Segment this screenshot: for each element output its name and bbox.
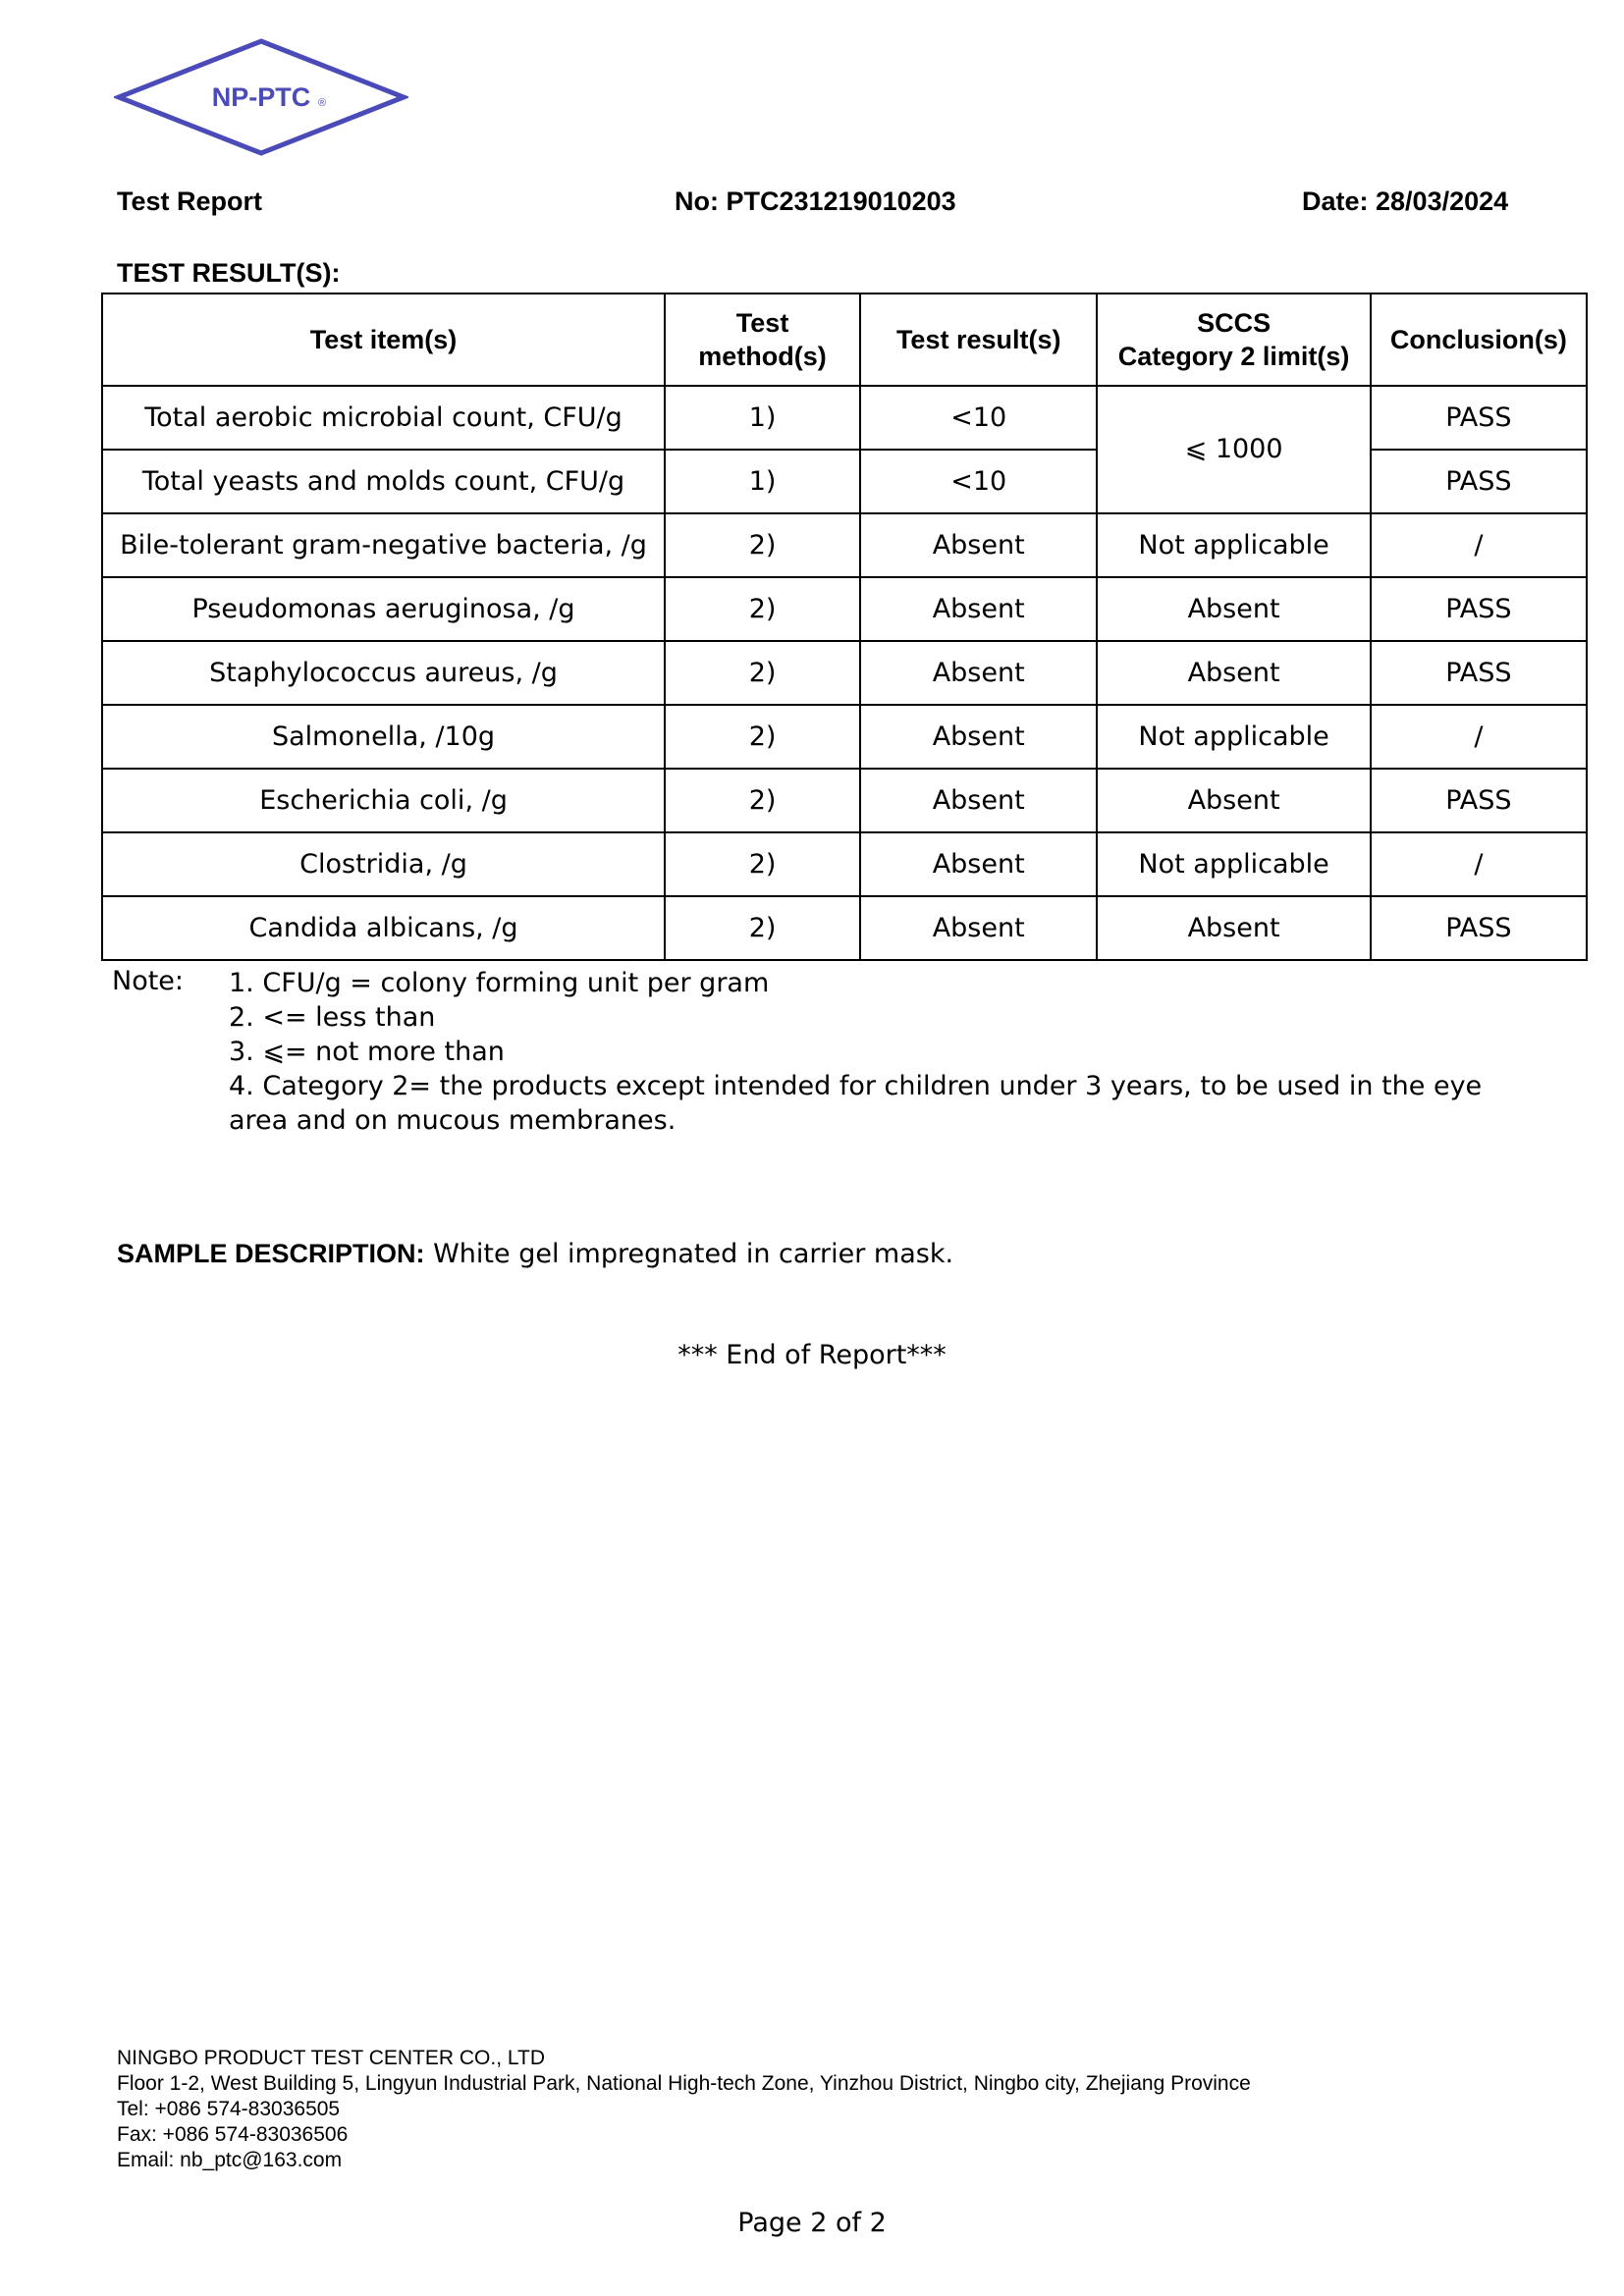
report-header [117, 187, 1511, 226]
limit-cell: ⩽ 1000 [1097, 386, 1370, 513]
test-result-cell: Absent [860, 641, 1097, 705]
table-row [102, 705, 1587, 769]
table-row [102, 832, 1587, 896]
section-title: TEST RESULT(S): [117, 258, 341, 288]
test-method-cell: 2) [665, 705, 860, 769]
table-header-row [102, 294, 1587, 386]
test-method-cell: 2) [665, 769, 860, 832]
sample-description-label: SAMPLE DESCRIPTION: [117, 1239, 425, 1268]
test-result-cell: Absent [860, 705, 1097, 769]
test-result-cell: Absent [860, 513, 1097, 577]
conclusion-cell: PASS [1371, 386, 1587, 450]
header-test-item: Test item(s) [102, 294, 665, 386]
limit-cell: Absent [1097, 896, 1370, 960]
note-item: 3. ⩽= not more than [229, 1037, 505, 1067]
footer-tel: Tel: +086 574-83036505 [117, 2098, 341, 2120]
logo-registered-mark: ® [318, 97, 327, 109]
conclusion-cell: / [1371, 832, 1587, 896]
test-result-cell: <10 [860, 386, 1097, 450]
limit-cell: Not applicable [1097, 705, 1370, 769]
limit-cell: Absent [1097, 641, 1370, 705]
test-item-cell: Total yeasts and molds count, CFU/g [102, 450, 665, 513]
report-number: No: PTC231219010203 [675, 187, 956, 216]
note-label: Note: [112, 966, 185, 996]
test-item-cell: Staphylococcus aureus, /g [102, 641, 665, 705]
test-method-cell: 2) [665, 641, 860, 705]
table-row [102, 513, 1587, 577]
test-method-cell: 2) [665, 513, 860, 577]
test-result-cell: <10 [860, 450, 1097, 513]
conclusion-cell: / [1371, 513, 1587, 577]
table-row [102, 641, 1587, 705]
note-item: 4. Category 2= the products except intended for children under 3 years, to be used in the eye area and on mucous membranes. [229, 1071, 1483, 1136]
note-item: 1. CFU/g = colony forming unit per gram [229, 968, 770, 998]
header-test-method-line2: method(s) [698, 342, 827, 371]
table-row [102, 386, 1587, 450]
notes-list [229, 966, 1535, 1138]
limit-cell: Not applicable [1097, 513, 1370, 577]
table-row [102, 896, 1587, 960]
conclusion-cell: PASS [1371, 896, 1587, 960]
company-footer [117, 2046, 1251, 2173]
footer-email: Email: nb_ptc@163.com [117, 2149, 343, 2171]
test-result-cell: Absent [860, 577, 1097, 641]
conclusion-cell: PASS [1371, 769, 1587, 832]
table-row [102, 577, 1587, 641]
footer-address: Floor 1-2, West Building 5, Lingyun Industrial Park, National High-tech Zone, Yinzhou District, Ningbo city, Zhejiang Province [117, 2072, 1251, 2095]
table-row [102, 769, 1587, 832]
end-of-report: *** End of Report*** [677, 1340, 947, 1370]
logo-diamond-graphic [114, 37, 408, 157]
test-result-cell: Absent [860, 769, 1097, 832]
test-result-cell: Absent [860, 832, 1097, 896]
header-test-result: Test result(s) [860, 294, 1097, 386]
sample-description [117, 1239, 953, 1269]
test-result-cell: Absent [860, 896, 1097, 960]
report-date: Date: 28/03/2024 [1302, 187, 1509, 216]
test-method-cell: 2) [665, 896, 860, 960]
test-results-table [101, 293, 1588, 961]
footer-company-name: NINGBO PRODUCT TEST CENTER CO., LTD [117, 2047, 545, 2069]
footer-fax: Fax: +086 574-83036506 [117, 2123, 349, 2146]
test-method-cell: 1) [665, 386, 860, 450]
test-item-cell: Candida albicans, /g [102, 896, 665, 960]
page-number: Page 2 of 2 [737, 2208, 887, 2238]
test-item-cell: Salmonella, /10g [102, 705, 665, 769]
test-item-cell: Escherichia coli, /g [102, 769, 665, 832]
header-limit-line1: SCCS [1197, 308, 1272, 338]
test-method-cell: 1) [665, 450, 860, 513]
limit-cell: Not applicable [1097, 832, 1370, 896]
header-conclusion: Conclusion(s) [1371, 294, 1587, 386]
conclusion-cell: PASS [1371, 641, 1587, 705]
header-limit-line2: Category 2 limit(s) [1117, 342, 1350, 371]
test-method-cell: 2) [665, 577, 860, 641]
sample-description-text: White gel impregnated in carrier mask. [424, 1239, 954, 1269]
conclusion-cell: / [1371, 705, 1587, 769]
test-item-cell: Total aerobic microbial count, CFU/g [102, 386, 665, 450]
conclusion-cell: PASS [1371, 577, 1587, 641]
header-test-method [665, 294, 860, 386]
limit-cell: Absent [1097, 769, 1370, 832]
test-method-cell: 2) [665, 832, 860, 896]
logo-text: NP-PTC [211, 82, 311, 112]
test-item-cell: Clostridia, /g [102, 832, 665, 896]
test-item-cell: Pseudomonas aeruginosa, /g [102, 577, 665, 641]
limit-cell: Absent [1097, 577, 1370, 641]
note-item: 2. <= less than [229, 1002, 436, 1033]
header-limit [1097, 294, 1370, 386]
conclusion-cell: PASS [1371, 450, 1587, 513]
report-title: Test Report [117, 187, 263, 216]
test-item-cell: Bile-tolerant gram-negative bacteria, /g [102, 513, 665, 577]
company-logo [114, 37, 408, 157]
header-test-method-line1: Test [735, 308, 789, 338]
